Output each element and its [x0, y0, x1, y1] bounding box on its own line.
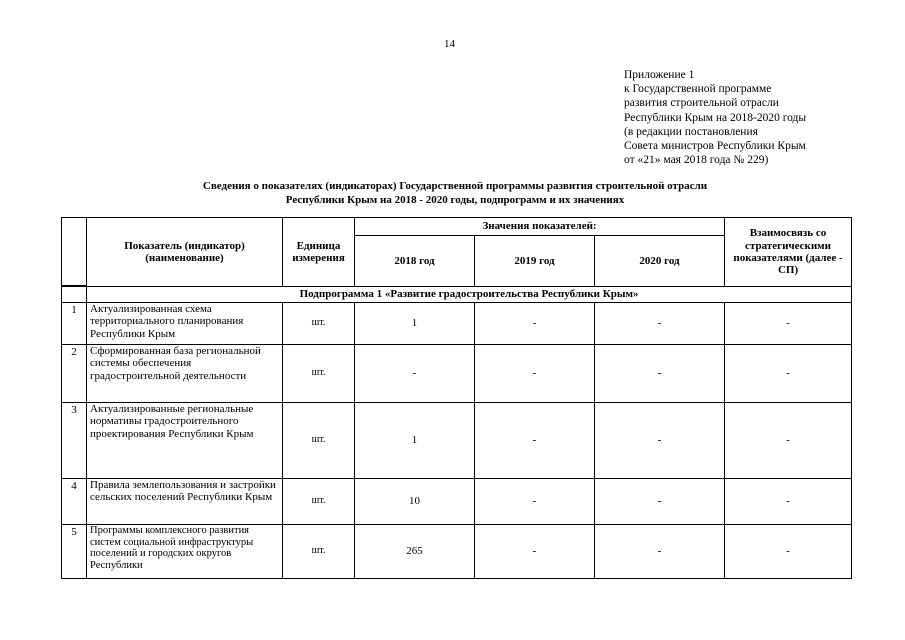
header-values-group: Значения показателей: [355, 218, 725, 236]
row-2018: 1 [355, 403, 475, 479]
table-row [62, 345, 852, 403]
header-indicator: Показатель (индикатор) (наименование) [87, 218, 283, 287]
table-row [62, 303, 852, 345]
table-row [62, 479, 852, 525]
appendix-line: от «21» мая 2018 года № 229) [624, 154, 769, 167]
appendix-line: Приложение 1 [624, 69, 695, 81]
document-title [100, 180, 810, 207]
table-row [62, 403, 852, 479]
row-number: 3 [62, 403, 87, 479]
row-2020: - [595, 345, 725, 403]
appendix-line: Совета министров Республики Крым [624, 140, 806, 153]
header-number [62, 218, 87, 286]
row-relation: - [725, 479, 852, 525]
indicators-table [61, 217, 852, 579]
row-unit: шт. [283, 525, 355, 579]
appendix-note [624, 68, 806, 167]
row-indicator: Актуализированные региональные нормативы градостроительного проектирования Республики Крым [87, 403, 283, 479]
header-2020: 2020 год [595, 236, 725, 287]
row-number: 2 [62, 345, 87, 403]
row-number: 1 [62, 303, 87, 345]
row-number: 4 [62, 479, 87, 525]
row-unit: шт. [283, 345, 355, 403]
row-unit: шт. [283, 303, 355, 345]
row-2019: - [475, 345, 595, 403]
row-2020: - [595, 403, 725, 479]
row-indicator: Правила землепользования и застройки сельских поселений Республики Крым [87, 479, 283, 525]
row-relation: - [725, 303, 852, 345]
appendix-line: к Государственной программе [624, 83, 772, 96]
row-relation: - [725, 345, 852, 403]
header-2019: 2019 год [475, 236, 595, 287]
page-number: 14 [444, 38, 455, 50]
title-line: Сведения о показателях (индикаторах) Государственной программы развития строительной отрасли [202, 180, 708, 192]
subprogram-number [62, 287, 87, 303]
appendix-line: Республики Крым на 2018-2020 годы [624, 111, 807, 124]
row-2018: 1 [355, 303, 475, 345]
row-relation: - [725, 403, 852, 479]
row-relation: - [725, 525, 852, 579]
row-2020: - [595, 479, 725, 525]
row-2018: 10 [355, 479, 475, 525]
row-2018: 265 [355, 525, 475, 579]
row-2019: - [475, 479, 595, 525]
subprogram-title: Подпрограмма 1 «Развитие градостроительства Республики Крым» [87, 287, 852, 303]
row-indicator: Программы комплексного развития систем социальной инфраструктуры поселений и городских округов Республики [87, 525, 283, 579]
header-2018: 2018 год [355, 236, 475, 287]
header-unit: Единица измерения [283, 218, 355, 287]
table-row [62, 525, 852, 579]
row-2020: - [595, 525, 725, 579]
title-line: Республики Крым на 2018 - 2020 годы, подпрограмм и их значениях [285, 193, 625, 206]
row-number: 5 [62, 525, 87, 579]
header-relation: Взаимосвязь со стратегическими показателями (далее - СП) [725, 218, 852, 287]
row-2020: - [595, 303, 725, 345]
row-2019: - [475, 525, 595, 579]
row-unit: шт. [283, 403, 355, 479]
row-unit: шт. [283, 479, 355, 525]
row-indicator: Сформированная база региональной системы обеспечения градостроительной деятельности [87, 345, 283, 403]
appendix-line: развития строительной отрасли [624, 97, 779, 110]
row-indicator: Актуализированная схема территориального планирования Республики Крым [87, 303, 283, 345]
row-2019: - [475, 403, 595, 479]
row-2019: - [475, 303, 595, 345]
appendix-line: (в редакции постановления [624, 125, 758, 138]
row-2018: - [355, 345, 475, 403]
